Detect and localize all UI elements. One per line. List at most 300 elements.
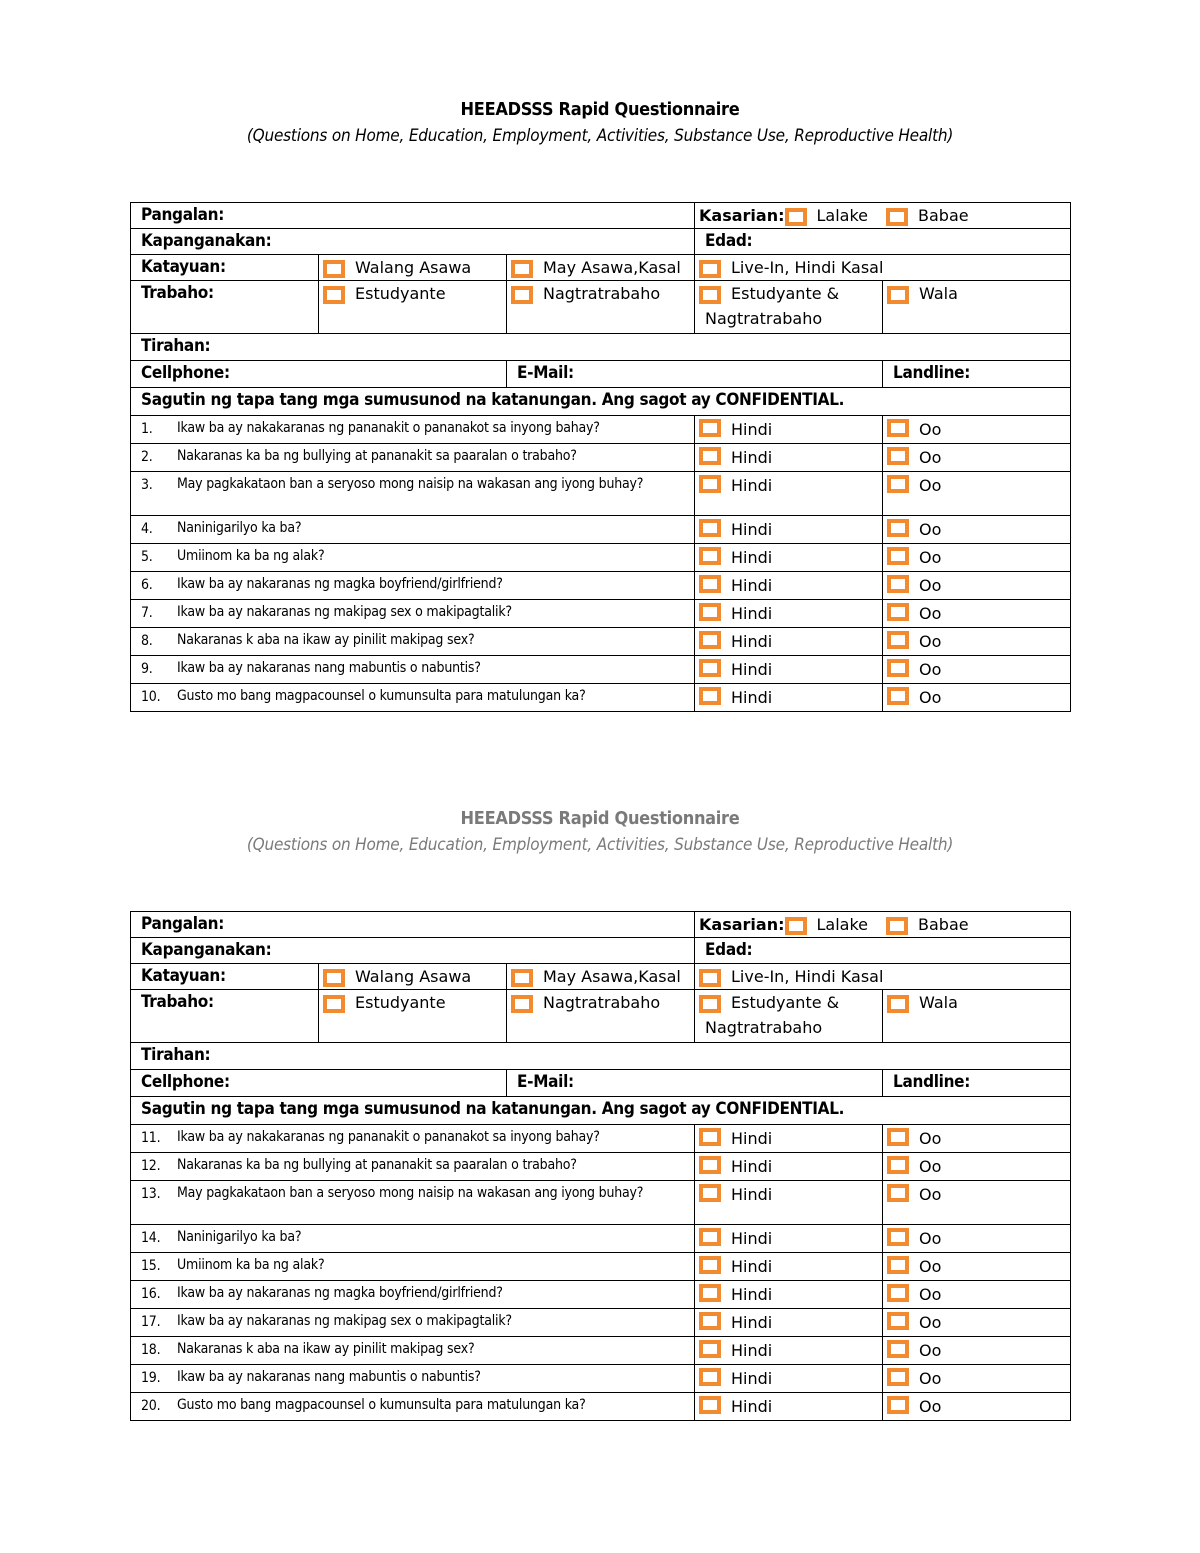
question-row [131, 1225, 1071, 1253]
question-number: 17. [141, 1314, 161, 1330]
married-label: May Asawa,Kasal [543, 258, 681, 277]
question-cell [131, 1365, 695, 1393]
answer-yes-label: Oo [919, 1341, 942, 1360]
question-number: 14. [141, 1230, 161, 1246]
single-label: Walang Asawa [355, 258, 472, 277]
question-cell [131, 416, 695, 444]
answer-no-label: Hindi [731, 604, 773, 623]
male-checkbox[interactable] [785, 917, 807, 935]
question-cell [131, 572, 695, 600]
none-option [883, 281, 1071, 334]
answer-yes-checkbox[interactable] [887, 547, 909, 565]
question-row [131, 684, 1071, 712]
answer-yes-checkbox[interactable] [887, 1312, 909, 1330]
sex-field [695, 912, 1071, 938]
answer-yes-label: Oo [919, 448, 942, 467]
cellphone-label: Cellphone: [141, 1072, 230, 1092]
answer-no-label: Hindi [731, 688, 773, 707]
answer-no-cell [695, 444, 883, 472]
landline-label: Landline: [893, 363, 971, 383]
answer-no-checkbox[interactable] [699, 1368, 721, 1386]
question-row [131, 1181, 1071, 1225]
answer-no-cell [695, 1181, 883, 1225]
address-label: Tirahan: [141, 336, 211, 356]
answer-yes-checkbox[interactable] [887, 475, 909, 493]
questionnaire-table [130, 911, 1071, 1421]
answer-no-cell [695, 544, 883, 572]
question-text: Nakaranas k aba na ikaw ay pinilit makipag sex? [177, 632, 475, 648]
question-row [131, 1153, 1071, 1181]
landline-field[interactable] [883, 361, 1071, 388]
question-number: 9. [141, 661, 153, 677]
answer-yes-cell [883, 572, 1071, 600]
cellphone-label: Cellphone: [141, 363, 230, 383]
answer-yes-label: Oo [919, 1229, 942, 1248]
question-text: Umiinom ka ba ng alak? [177, 1257, 325, 1273]
address-label: Tirahan: [141, 1045, 211, 1065]
answer-yes-label: Oo [919, 420, 942, 439]
question-number: 11. [141, 1130, 161, 1146]
answer-no-checkbox[interactable] [699, 419, 721, 437]
answer-yes-checkbox[interactable] [887, 1368, 909, 1386]
question-cell [131, 444, 695, 472]
question-number: 10. [141, 689, 161, 705]
answer-yes-label: Oo [919, 660, 942, 679]
question-number: 19. [141, 1370, 161, 1386]
answer-no-cell [695, 572, 883, 600]
answer-no-checkbox[interactable] [699, 1312, 721, 1330]
answer-yes-checkbox[interactable] [887, 1228, 909, 1246]
working-checkbox[interactable] [511, 995, 533, 1013]
question-cell [131, 472, 695, 516]
answer-yes-label: Oo [919, 1397, 942, 1416]
answer-no-label: Hindi [731, 1341, 773, 1360]
name-label: Pangalan: [141, 205, 225, 225]
form-title: HEEADSSS Rapid Questionnaire [460, 808, 740, 829]
question-row [131, 1281, 1071, 1309]
live-in-option [695, 255, 1071, 281]
student-working-label-line2: Nagtratrabaho [705, 309, 823, 328]
answer-yes-label: Oo [919, 548, 942, 567]
answer-no-label: Hindi [731, 1369, 773, 1388]
questionnaire-form [130, 807, 1070, 1416]
live-in-checkbox[interactable] [699, 969, 721, 987]
question-text: Naninigarilyo ka ba? [177, 520, 302, 536]
answer-yes-label: Oo [919, 576, 942, 595]
answer-no-checkbox[interactable] [699, 1128, 721, 1146]
answer-no-cell [695, 1253, 883, 1281]
answer-yes-checkbox[interactable] [887, 1184, 909, 1202]
student-working-option [695, 990, 883, 1043]
student-working-checkbox[interactable] [699, 286, 721, 304]
student-working-option [695, 281, 883, 334]
question-text: Ikaw ba ay nakaranas nang mabuntis o nabuntis? [177, 660, 481, 676]
working-label: Nagtratrabaho [543, 284, 661, 303]
question-row [131, 1309, 1071, 1337]
answer-no-cell [695, 416, 883, 444]
cellphone-field[interactable] [131, 361, 507, 388]
cellphone-field[interactable] [131, 1070, 507, 1097]
answer-no-cell [695, 628, 883, 656]
landline-field[interactable] [883, 1070, 1071, 1097]
question-cell [131, 1281, 695, 1309]
answer-no-checkbox[interactable] [699, 687, 721, 705]
answer-no-label: Hindi [731, 576, 773, 595]
email-label: E-Mail: [517, 1072, 574, 1092]
question-text: Naninigarilyo ka ba? [177, 1229, 302, 1245]
question-row [131, 1125, 1071, 1153]
answer-yes-cell [883, 684, 1071, 712]
answer-yes-label: Oo [919, 520, 942, 539]
single-checkbox[interactable] [323, 260, 345, 278]
answer-no-checkbox[interactable] [699, 631, 721, 649]
question-cell [131, 1153, 695, 1181]
instruction-row [131, 388, 1071, 416]
answer-yes-cell [883, 656, 1071, 684]
question-text: Ikaw ba ay nakaranas ng magka boyfriend/girlfriend? [177, 1285, 503, 1301]
answer-yes-cell [883, 1153, 1071, 1181]
question-row [131, 1253, 1071, 1281]
question-text: Ikaw ba ay nakaranas ng makipag sex o makipagtalik? [177, 604, 512, 620]
working-label: Nagtratrabaho [543, 993, 661, 1012]
single-option [319, 255, 507, 281]
instruction-text: Sagutin ng tapa tang mga sumusunod na katanungan. Ang sagot ay CONFIDENTIAL. [141, 390, 845, 410]
answer-yes-checkbox[interactable] [887, 603, 909, 621]
question-text: Ikaw ba ay nakakaranas ng pananakit o pananakot sa inyong bahay? [177, 1129, 600, 1145]
form-subtitle: (Questions on Home, Education, Employment, Activities, Substance Use, Reproductive Health) [246, 126, 954, 146]
answer-yes-cell [883, 1365, 1071, 1393]
question-cell [131, 656, 695, 684]
live-in-checkbox[interactable] [699, 260, 721, 278]
student-checkbox[interactable] [323, 286, 345, 304]
answer-no-cell [695, 1153, 883, 1181]
question-cell [131, 1125, 695, 1153]
age-field[interactable] [695, 938, 1071, 964]
answer-yes-checkbox[interactable] [887, 687, 909, 705]
answer-yes-checkbox[interactable] [887, 1284, 909, 1302]
none-option [883, 990, 1071, 1043]
sex-label: Kasarian: [699, 206, 785, 225]
question-number: 12. [141, 1158, 161, 1174]
answer-no-checkbox[interactable] [699, 1340, 721, 1358]
answer-yes-label: Oo [919, 604, 942, 623]
question-cell [131, 1393, 695, 1421]
address-field[interactable] [131, 1043, 1071, 1070]
age-label: Edad: [705, 231, 753, 251]
answer-no-label: Hindi [731, 1397, 773, 1416]
age-label: Edad: [705, 940, 753, 960]
civil-status-label-cell [131, 255, 319, 281]
question-text: May pagkakataon ban a seryoso mong naisip na wakasan ang iyong buhay? [177, 1185, 644, 1201]
question-number: 13. [141, 1186, 161, 1202]
live-in-option [695, 964, 1071, 990]
married-checkbox[interactable] [511, 260, 533, 278]
answer-no-checkbox[interactable] [699, 1228, 721, 1246]
answer-no-cell [695, 600, 883, 628]
answer-yes-checkbox[interactable] [887, 1128, 909, 1146]
question-number: 4. [141, 521, 153, 537]
answer-yes-checkbox[interactable] [887, 447, 909, 465]
answer-no-label: Hindi [731, 1157, 773, 1176]
question-row [131, 472, 1071, 516]
answer-no-cell [695, 1281, 883, 1309]
answer-no-checkbox[interactable] [699, 447, 721, 465]
birthdate-label: Kapanganakan: [141, 940, 272, 960]
answer-yes-label: Oo [919, 1157, 942, 1176]
answer-no-label: Hindi [731, 632, 773, 651]
answer-yes-cell [883, 1393, 1071, 1421]
none-label: Wala [919, 993, 958, 1012]
answer-no-cell [695, 472, 883, 516]
answer-no-label: Hindi [731, 660, 773, 679]
question-number: 5. [141, 549, 153, 565]
question-cell [131, 684, 695, 712]
answer-yes-label: Oo [919, 632, 942, 651]
question-row [131, 572, 1071, 600]
live-in-label: Live-In, Hindi Kasal [731, 967, 884, 986]
answer-yes-cell [883, 516, 1071, 544]
answer-no-checkbox[interactable] [699, 603, 721, 621]
question-number: 16. [141, 1286, 161, 1302]
answer-no-checkbox[interactable] [699, 519, 721, 537]
question-text: Nakaranas ka ba ng bullying at pananakit sa paaralan o trabaho? [177, 1157, 577, 1173]
address-field[interactable] [131, 334, 1071, 361]
male-label: Lalake [816, 206, 869, 225]
answer-no-label: Hindi [731, 1257, 773, 1276]
answer-no-cell [695, 684, 883, 712]
answer-yes-cell [883, 544, 1071, 572]
question-text: Ikaw ba ay nakakaranas ng pananakit o pananakot sa inyong bahay? [177, 420, 600, 436]
question-text: Ikaw ba ay nakaranas nang mabuntis o nabuntis? [177, 1369, 481, 1385]
occupation-label-cell [131, 990, 319, 1043]
occupation-label-cell [131, 281, 319, 334]
answer-no-checkbox[interactable] [699, 1184, 721, 1202]
answer-yes-checkbox[interactable] [887, 1340, 909, 1358]
answer-no-label: Hindi [731, 548, 773, 567]
student-option [319, 281, 507, 334]
answer-yes-label: Oo [919, 1129, 942, 1148]
single-option [319, 964, 507, 990]
answer-no-checkbox[interactable] [699, 1156, 721, 1174]
answer-no-label: Hindi [731, 1285, 773, 1304]
answer-yes-label: Oo [919, 476, 942, 495]
answer-no-cell [695, 1365, 883, 1393]
answer-no-label: Hindi [731, 420, 773, 439]
answer-yes-cell [883, 472, 1071, 516]
answer-yes-label: Oo [919, 1185, 942, 1204]
answer-no-label: Hindi [731, 448, 773, 467]
sex-field [695, 203, 1071, 229]
question-row [131, 600, 1071, 628]
answer-yes-cell [883, 1309, 1071, 1337]
name-label: Pangalan: [141, 914, 225, 934]
question-cell [131, 1225, 695, 1253]
question-row [131, 544, 1071, 572]
question-text: Ikaw ba ay nakaranas ng makipag sex o makipagtalik? [177, 1313, 512, 1329]
question-row [131, 416, 1071, 444]
answer-yes-cell [883, 1225, 1071, 1253]
male-label: Lalake [816, 915, 869, 934]
landline-label: Landline: [893, 1072, 971, 1092]
single-label: Walang Asawa [355, 967, 472, 986]
name-field[interactable] [131, 912, 695, 938]
student-working-label-line1: Estudyante & [731, 284, 840, 303]
single-checkbox[interactable] [323, 969, 345, 987]
occupation-label: Trabaho: [141, 992, 214, 1012]
answer-no-cell [695, 656, 883, 684]
student-option [319, 990, 507, 1043]
answer-yes-cell [883, 1253, 1071, 1281]
student-checkbox[interactable] [323, 995, 345, 1013]
question-text: Nakaranas k aba na ikaw ay pinilit makipag sex? [177, 1341, 475, 1357]
answer-yes-cell [883, 1125, 1071, 1153]
answer-yes-label: Oo [919, 1257, 942, 1276]
answer-no-checkbox[interactable] [699, 475, 721, 493]
answer-yes-cell [883, 600, 1071, 628]
answer-yes-checkbox[interactable] [887, 1156, 909, 1174]
question-text: May pagkakataon ban a seryoso mong naisip na wakasan ang iyong buhay? [177, 476, 644, 492]
answer-yes-cell [883, 1337, 1071, 1365]
question-cell [131, 1309, 695, 1337]
birthdate-field[interactable] [131, 938, 695, 964]
question-text: Gusto mo bang magpacounsel o kumunsulta para matulungan ka? [177, 688, 586, 704]
question-row [131, 628, 1071, 656]
answer-yes-cell [883, 628, 1071, 656]
civil-status-label-cell [131, 964, 319, 990]
student-label: Estudyante [355, 284, 446, 303]
question-cell [131, 628, 695, 656]
question-row [131, 1393, 1071, 1421]
question-number: 6. [141, 577, 153, 593]
answer-yes-label: Oo [919, 1369, 942, 1388]
question-text: Gusto mo bang magpacounsel o kumunsulta para matulungan ka? [177, 1397, 586, 1413]
answer-yes-checkbox[interactable] [887, 519, 909, 537]
female-label: Babae [918, 206, 969, 225]
question-cell [131, 1253, 695, 1281]
answer-no-cell [695, 1309, 883, 1337]
form-subtitle: (Questions on Home, Education, Employment, Activities, Substance Use, Reproductive Health) [246, 835, 954, 855]
answer-no-checkbox[interactable] [699, 547, 721, 565]
none-checkbox[interactable] [887, 286, 909, 304]
answer-yes-label: Oo [919, 1313, 942, 1332]
female-label: Babae [918, 915, 969, 934]
question-number: 7. [141, 605, 153, 621]
occupation-label: Trabaho: [141, 283, 214, 303]
answer-no-label: Hindi [731, 1313, 773, 1332]
answer-no-label: Hindi [731, 1185, 773, 1204]
form-title: HEEADSSS Rapid Questionnaire [460, 99, 740, 120]
question-number: 1. [141, 421, 153, 437]
question-row [131, 1337, 1071, 1365]
sex-label: Kasarian: [699, 915, 785, 934]
student-label: Estudyante [355, 993, 446, 1012]
answer-no-checkbox[interactable] [699, 1284, 721, 1302]
answer-yes-checkbox[interactable] [887, 631, 909, 649]
question-number: 20. [141, 1398, 161, 1414]
questionnaire-table [130, 202, 1071, 712]
question-number: 15. [141, 1258, 161, 1274]
civil-status-label: Katayuan: [141, 257, 226, 277]
female-checkbox[interactable] [886, 917, 908, 935]
civil-status-label: Katayuan: [141, 966, 226, 986]
email-field[interactable] [507, 1070, 883, 1097]
question-cell [131, 600, 695, 628]
question-cell [131, 1337, 695, 1365]
married-option [507, 964, 695, 990]
question-row [131, 1365, 1071, 1393]
answer-no-checkbox[interactable] [699, 1396, 721, 1414]
birthdate-label: Kapanganakan: [141, 231, 272, 251]
instruction-row [131, 1097, 1071, 1125]
male-checkbox[interactable] [785, 208, 807, 226]
question-row [131, 516, 1071, 544]
answer-yes-checkbox[interactable] [887, 419, 909, 437]
live-in-label: Live-In, Hindi Kasal [731, 258, 884, 277]
female-checkbox[interactable] [886, 208, 908, 226]
working-option [507, 281, 695, 334]
answer-yes-checkbox[interactable] [887, 1396, 909, 1414]
answer-yes-cell [883, 416, 1071, 444]
answer-no-label: Hindi [731, 1229, 773, 1248]
age-field[interactable] [695, 229, 1071, 255]
question-number: 3. [141, 477, 153, 493]
question-cell [131, 516, 695, 544]
answer-yes-checkbox[interactable] [887, 1256, 909, 1274]
working-option [507, 990, 695, 1043]
answer-yes-cell [883, 1281, 1071, 1309]
instruction-text: Sagutin ng tapa tang mga sumusunod na katanungan. Ang sagot ay CONFIDENTIAL. [141, 1099, 845, 1119]
answer-no-label: Hindi [731, 1129, 773, 1148]
student-working-label-line2: Nagtratrabaho [705, 1018, 823, 1037]
answer-yes-label: Oo [919, 1285, 942, 1304]
answer-no-label: Hindi [731, 476, 773, 495]
married-label: May Asawa,Kasal [543, 967, 681, 986]
answer-yes-checkbox[interactable] [887, 575, 909, 593]
answer-yes-checkbox[interactable] [887, 659, 909, 677]
email-field[interactable] [507, 361, 883, 388]
married-checkbox[interactable] [511, 969, 533, 987]
question-text: Ikaw ba ay nakaranas ng magka boyfriend/girlfriend? [177, 576, 503, 592]
answer-no-cell [695, 1337, 883, 1365]
answer-no-checkbox[interactable] [699, 575, 721, 593]
answer-yes-cell [883, 1181, 1071, 1225]
answer-no-cell [695, 1225, 883, 1253]
question-text: Nakaranas ka ba ng bullying at pananakit sa paaralan o trabaho? [177, 448, 577, 464]
student-working-label-line1: Estudyante & [731, 993, 840, 1012]
question-cell [131, 1181, 695, 1225]
question-number: 2. [141, 449, 153, 465]
answer-no-cell [695, 516, 883, 544]
answer-no-cell [695, 1125, 883, 1153]
question-text: Umiinom ka ba ng alak? [177, 548, 325, 564]
question-row [131, 656, 1071, 684]
answer-yes-label: Oo [919, 688, 942, 707]
questionnaire-form [130, 98, 1070, 707]
name-field[interactable] [131, 203, 695, 229]
none-checkbox[interactable] [887, 995, 909, 1013]
answer-yes-cell [883, 444, 1071, 472]
question-number: 8. [141, 633, 153, 649]
working-checkbox[interactable] [511, 286, 533, 304]
answer-no-checkbox[interactable] [699, 659, 721, 677]
married-option [507, 255, 695, 281]
answer-no-checkbox[interactable] [699, 1256, 721, 1274]
question-cell [131, 544, 695, 572]
student-working-checkbox[interactable] [699, 995, 721, 1013]
birthdate-field[interactable] [131, 229, 695, 255]
email-label: E-Mail: [517, 363, 574, 383]
none-label: Wala [919, 284, 958, 303]
